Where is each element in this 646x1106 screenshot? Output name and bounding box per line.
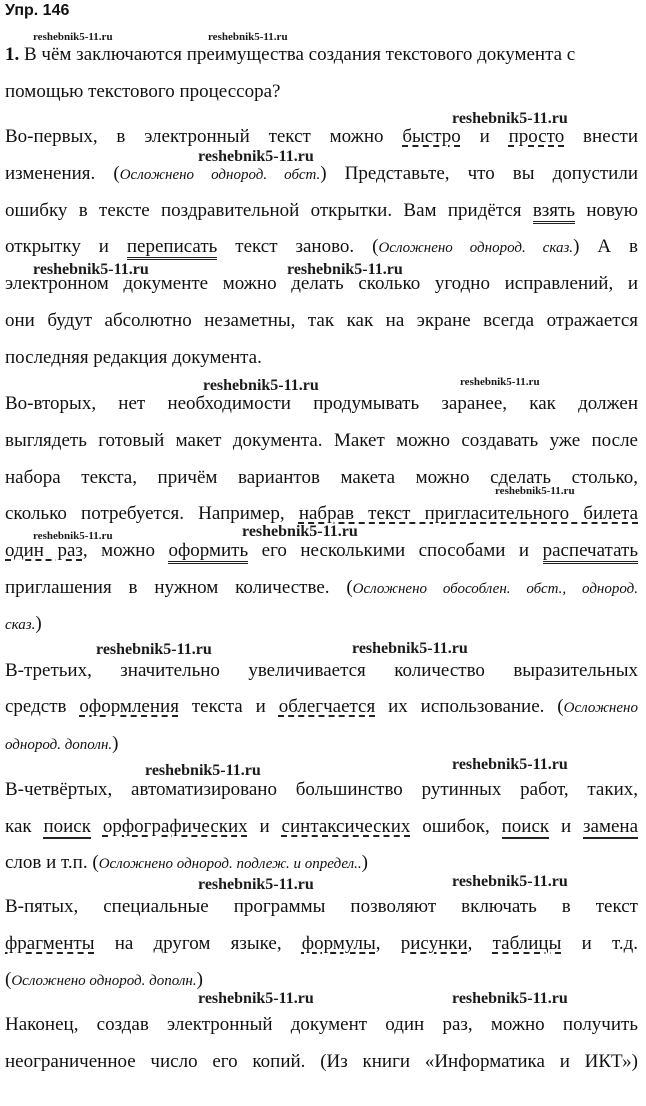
watermark: reshebnik5-11.ru	[33, 31, 113, 43]
question-text: В чём заключаются преимущества создания текстового документа с	[24, 44, 576, 65]
paragraph-line	[5, 235, 638, 260]
watermark: reshebnik5-11.ru	[96, 641, 212, 658]
watermark: reshebnik5-11.ru	[287, 261, 403, 278]
paragraph-line	[5, 612, 638, 637]
question-line: помощью текстового процессора?	[5, 81, 281, 102]
grammar-note: Осложнено однород. подлеж. и определ..	[98, 856, 362, 872]
paragraph-line	[5, 125, 638, 149]
watermark: reshebnik5-11.ru	[242, 523, 358, 540]
question-line	[5, 43, 638, 67]
text: )	[361, 852, 368, 873]
text: приглашения в нужном количестве. (	[5, 577, 353, 598]
underlined-word: просто	[508, 126, 565, 147]
text: и	[247, 816, 282, 837]
text: )	[196, 969, 203, 990]
text: )	[112, 733, 119, 754]
paragraph-line	[5, 851, 638, 876]
text: и	[549, 816, 583, 837]
paragraph-line: Наконец, создав электронный документ один раз, можно получить	[5, 1014, 638, 1035]
watermark: reshebnik5-11.ru	[208, 31, 288, 43]
watermark: reshebnik5-11.ru	[198, 876, 314, 893]
paragraph-line	[5, 932, 638, 956]
paragraph-line	[5, 695, 638, 720]
watermark: reshebnik5-11.ru	[198, 148, 314, 165]
underlined-word: рисунки	[400, 933, 468, 954]
grammar-note: однород. дополн.	[5, 737, 113, 753]
text: (	[5, 969, 12, 990]
watermark: reshebnik5-11.ru	[452, 873, 568, 890]
underlined-phrase: один раз	[5, 540, 83, 561]
text: ошибку в тексте поздравительной открытки. Вам придётся	[5, 200, 533, 221]
underlined-word: поиск	[43, 816, 91, 837]
exercise-title: Упр. 146	[5, 2, 70, 19]
underlined-word: синтаксических	[281, 816, 411, 837]
paragraph-line	[5, 732, 638, 757]
grammar-note: Осложнено однород. дополн.	[11, 973, 197, 989]
watermark: reshebnik5-11.ru	[352, 640, 468, 657]
watermark: reshebnik5-11.ru	[33, 530, 113, 542]
watermark: reshebnik5-11.ru	[33, 261, 149, 278]
text: средств	[5, 696, 80, 717]
paragraph-line: В-четвёртых, автоматизировано большинство рутинных работ, таких,	[5, 779, 638, 800]
paragraph-line	[5, 576, 638, 601]
paragraph-line	[5, 539, 638, 563]
text: Во-первых, в электронный текст можно	[5, 126, 403, 147]
text: новую	[575, 200, 638, 221]
text: ) А в	[573, 236, 638, 257]
text: и	[460, 126, 509, 147]
underlined-word: орфографических	[102, 816, 248, 837]
paragraph-line	[5, 968, 638, 993]
text: изменения. (	[5, 163, 120, 184]
text: их использование. (	[375, 696, 564, 717]
paragraph-line: В-третьих, значительно увеличивается количество выразительных	[5, 660, 638, 681]
underlined-word: оформления	[79, 696, 179, 717]
underlined-word: таблицы	[492, 933, 562, 954]
text: как	[5, 816, 44, 837]
text: сколько потребуется. Например,	[5, 503, 299, 524]
watermark: reshebnik5-11.ru	[495, 485, 575, 497]
underlined-word: распечатать	[543, 540, 638, 564]
text: , можно	[82, 540, 169, 561]
underlined-word: взять	[533, 200, 575, 224]
text: открытку и	[5, 236, 127, 257]
paragraph-line	[5, 502, 638, 526]
text: ) Представьте, что вы допустили	[320, 163, 638, 184]
underlined-word: облегчается	[278, 696, 376, 717]
grammar-note: Осложнено однород. обст.	[119, 167, 321, 183]
grammar-note: Осложнено обособлен. обст., однород.	[352, 581, 638, 597]
watermark: reshebnik5-11.ru	[198, 990, 314, 1007]
text: ,	[467, 933, 493, 954]
paragraph-line	[5, 162, 638, 187]
underlined-word: переписать	[127, 236, 217, 260]
text: внести	[564, 126, 639, 147]
text: ,	[375, 933, 401, 954]
watermark: reshebnik5-11.ru	[203, 377, 319, 394]
paragraph-line	[5, 199, 638, 223]
paragraph-line: Во-вторых, нет необходимости продумывать заранее, как должен	[5, 393, 638, 414]
text	[91, 816, 103, 837]
paragraph-line: последняя редакция документа.	[5, 347, 262, 368]
text: его несколькими способами и	[248, 540, 543, 561]
underlined-word: замена	[583, 816, 638, 837]
text: и т.д.	[561, 933, 639, 954]
watermark: reshebnik5-11.ru	[145, 762, 261, 779]
underlined-word: фрагменты	[5, 933, 95, 954]
watermark: reshebnik5-11.ru	[452, 990, 568, 1007]
underlined-word: оформить	[168, 540, 248, 564]
underlined-word: быстро	[402, 126, 461, 147]
grammar-note: Осложнено однород. сказ.	[378, 240, 574, 256]
text: текст заново. (	[217, 236, 379, 257]
paragraph-line: они будут абсолютно незаметны, так как на экране всегда отражается	[5, 310, 638, 331]
text: текста и	[178, 696, 279, 717]
watermark: reshebnik5-11.ru	[460, 376, 540, 388]
grammar-note: сказ.	[5, 617, 36, 633]
text: ошибок,	[410, 816, 502, 837]
underlined-word: формулы	[301, 933, 376, 954]
watermark: reshebnik5-11.ru	[452, 756, 568, 773]
paragraph-line: выглядеть готовый макет документа. Макет можно создавать уже после	[5, 430, 638, 451]
text: )	[35, 613, 42, 634]
underlined-phrase: набрав текст пригласительного билета	[298, 503, 639, 524]
watermark: reshebnik5-11.ru	[452, 110, 568, 127]
text: слов и т.п. (	[5, 852, 99, 873]
paragraph-line: набора текста, причём вариантов макета можно сделать столько,	[5, 467, 638, 488]
paragraph-line: электронном документе можно делать сколько угодно исправлений, и	[5, 273, 638, 294]
underlined-word: поиск	[501, 816, 550, 837]
paragraph-line: неограниченное число его копий. (Из книги «Информатика и ИКТ»)	[5, 1051, 638, 1072]
grammar-note: Осложнено	[563, 700, 638, 716]
question-number: 1.	[5, 44, 20, 65]
paragraph-line: В-пятых, специальные программы позволяют включать в текст	[5, 896, 638, 917]
text: на другом языке,	[94, 933, 302, 954]
paragraph-line	[5, 815, 638, 839]
